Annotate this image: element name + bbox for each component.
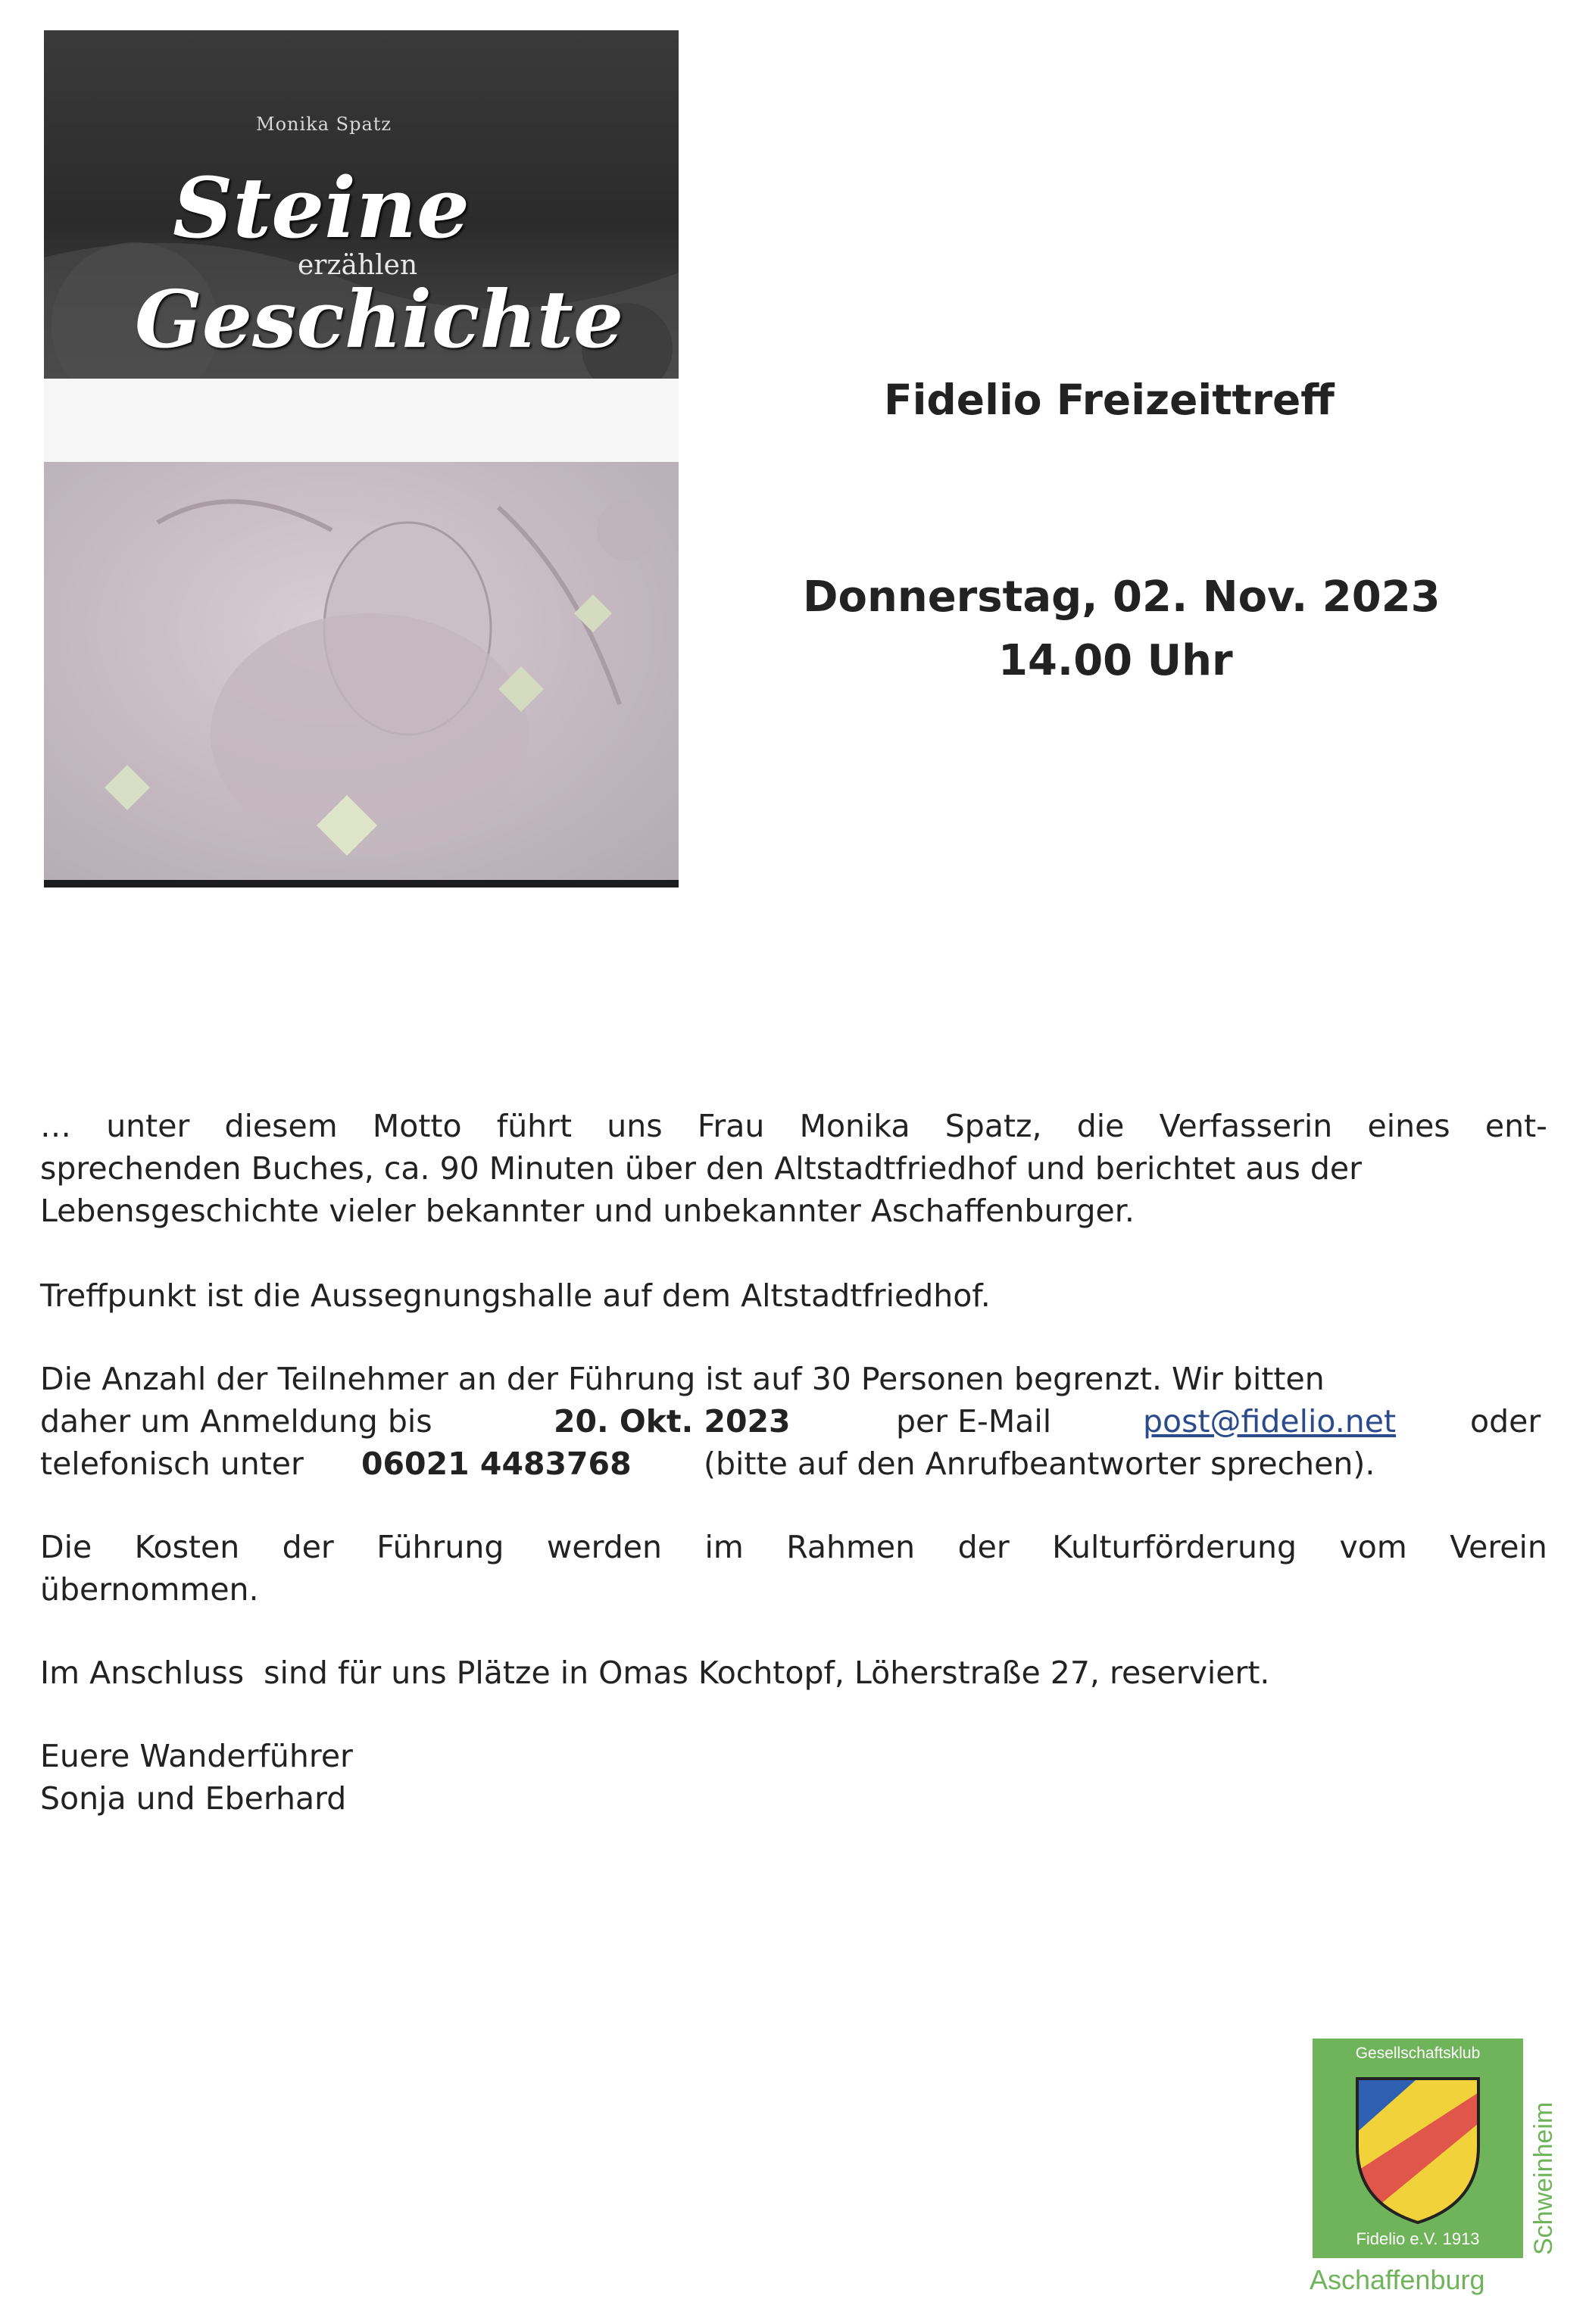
paragraph-1-line-3: Lebensgeschichte vieler bekannter und unbekannter Aschaffenburger. <box>40 1193 1135 1229</box>
paragraph-3-line-3 <box>40 1443 1547 1485</box>
word: diesem <box>224 1108 338 1144</box>
registration-text: daher um Anmeldung bis <box>40 1403 432 1440</box>
logo-city-text: Aschaffenburg <box>1310 2264 1485 2295</box>
word: … <box>40 1108 71 1144</box>
word: Verein <box>1450 1529 1547 1565</box>
word: Monika <box>799 1108 910 1144</box>
word: Spatz, <box>944 1108 1042 1144</box>
cover-bottom-edge <box>44 880 679 887</box>
cover-title-panel <box>44 30 679 379</box>
club-logo <box>1310 2039 1562 2297</box>
cover-author: Monika Spatz <box>256 114 392 135</box>
word: führt <box>496 1108 573 1144</box>
logo-side-text: Schweinheim <box>1529 2101 1558 2255</box>
paragraph-2: Treffpunkt ist die Aussegnungshalle auf dem Altstadtfriedhof. <box>40 1277 991 1314</box>
logo-top-text: Gesellschaftsklub <box>1355 2045 1481 2062</box>
word: Frau <box>697 1108 765 1144</box>
paragraph-3-line-1: Die Anzahl der Teilnehmer an der Führung ist auf 30 Personen begrenzt. Wir bitten <box>40 1361 1325 1397</box>
or-text: oder <box>1470 1403 1541 1440</box>
word: Die <box>40 1529 92 1565</box>
word: Kosten <box>134 1529 240 1565</box>
event-date: Donnerstag, 02. Nov. 2023 <box>803 572 1441 622</box>
paragraph-4-line-2: übernommen. <box>40 1571 259 1608</box>
word: Führung <box>376 1529 504 1565</box>
logo-green-box <box>1313 2039 1523 2258</box>
phone-text: telefonisch unter <box>40 1446 304 1482</box>
word: unter <box>106 1108 190 1144</box>
word: der <box>282 1529 334 1565</box>
cover-title-small: erzählen <box>298 250 418 281</box>
paragraph-1-line-2: sprechenden Buches, ca. 90 Minuten über den Altstadtfriedhof und berichtet aus der <box>40 1150 1362 1187</box>
word: die <box>1076 1108 1125 1144</box>
word: Verfasserin <box>1159 1108 1333 1144</box>
angel-relief-illustration <box>44 462 679 880</box>
paragraph-4-line-1 <box>40 1526 1547 1568</box>
word: vom <box>1339 1529 1407 1565</box>
signature-line-2: Sonja und Eberhard <box>40 1780 347 1817</box>
paragraph-5: Im Anschluss sind für uns Plätze in Omas Kochtopf, Löherstraße 27, reserviert. <box>40 1655 1270 1691</box>
word: Rahmen <box>786 1529 916 1565</box>
cover-title-line2: Geschichte <box>135 273 624 366</box>
registration-deadline: 20. Okt. 2023 <box>554 1403 791 1440</box>
logo-bottom-text: Fidelio e.V. 1913 <box>1356 2229 1480 2248</box>
coat-of-arms-icon <box>1353 2075 1482 2226</box>
signature-line-1: Euere Wanderführer <box>40 1738 353 1774</box>
word: im <box>704 1529 744 1565</box>
answering-machine-note: (bitte auf den Anrufbeantworter sprechen). <box>704 1446 1375 1482</box>
paragraph-3-line-2 <box>40 1400 1547 1443</box>
word: der <box>957 1529 1010 1565</box>
organizer-title: Fidelio Freizeittreff <box>884 376 1335 424</box>
word: uns <box>607 1108 663 1144</box>
phone-number: 06021 4483768 <box>361 1446 632 1482</box>
word: Kulturförderung <box>1052 1529 1297 1565</box>
paragraph-1-line-1 <box>40 1105 1547 1147</box>
word: ent- <box>1484 1108 1547 1144</box>
book-cover-image <box>44 30 679 887</box>
word: Motto <box>372 1108 462 1144</box>
email-text: per E-Mail <box>896 1403 1052 1440</box>
event-time: 14.00 Uhr <box>998 636 1233 685</box>
email-link[interactable]: post@fidelio.net <box>1143 1403 1397 1440</box>
cover-angel-photo <box>44 462 679 880</box>
cover-white-band <box>44 379 679 462</box>
word: werden <box>546 1529 662 1565</box>
cover-title-line1: Steine <box>173 159 470 257</box>
word: eines <box>1367 1108 1450 1144</box>
